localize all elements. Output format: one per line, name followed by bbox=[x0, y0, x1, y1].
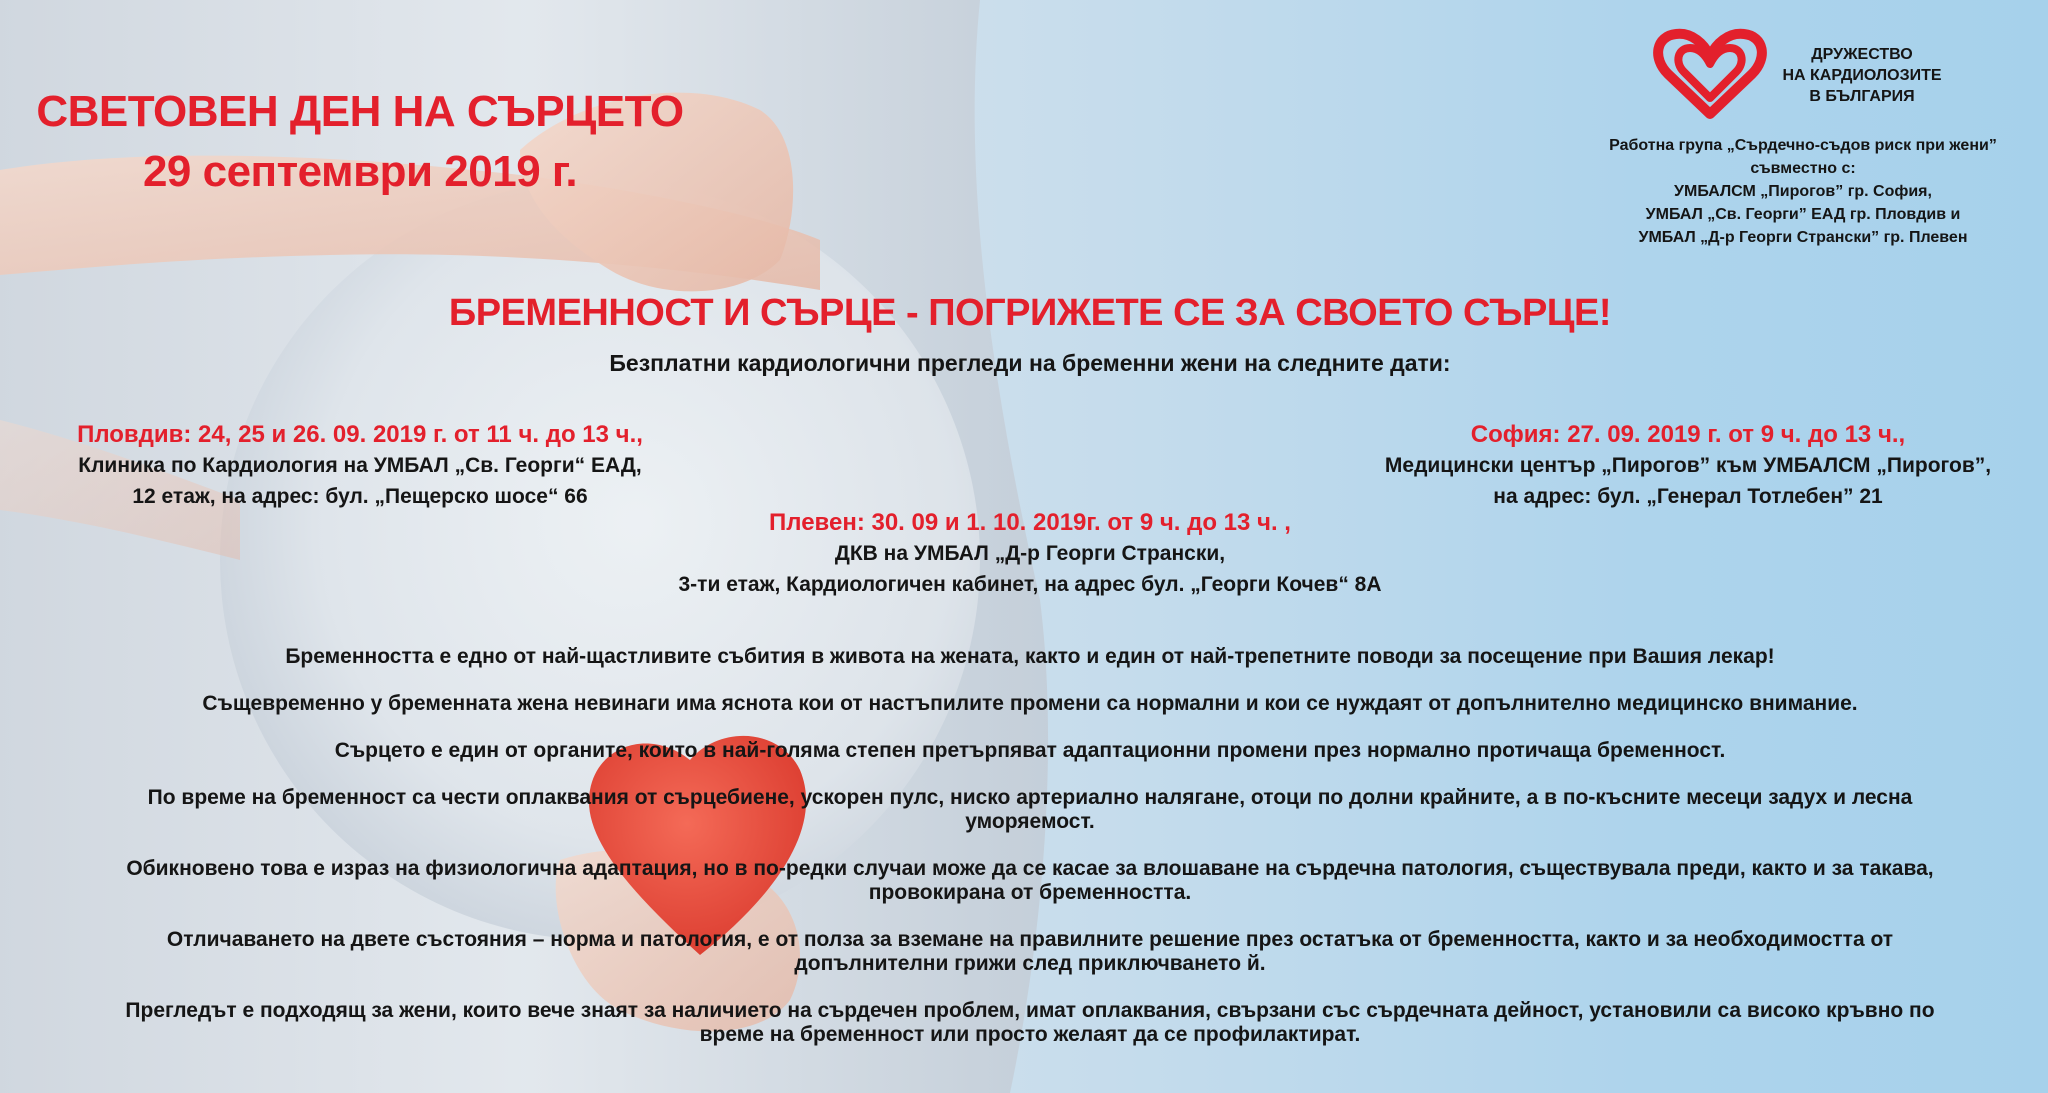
location-line: на адрес: бул. „Генерал Тотлебен” 21 bbox=[1493, 485, 1883, 508]
info-paragraph: Обикновено това е израз на физиологична адаптация, но в по-редки случаи може да се касае за влошаване на сърдечна патология, съществувала преди, както и за такава, провокирана от бременността. bbox=[126, 857, 1934, 904]
campaign-headline: БРЕМЕННОСТ И СЪРЦЕ - ПОГРИЖЕТЕ СЕ ЗА СВОЕТО СЪРЦЕ! bbox=[448, 292, 1612, 334]
location-pleven bbox=[580, 508, 1480, 600]
location-sofia bbox=[1330, 420, 2046, 512]
location-title: Плевен: 30. 09 и 1. 10. 2019г. от 9 ч. до 13 ч. , bbox=[769, 509, 1291, 536]
workgroup-block bbox=[1558, 134, 2048, 249]
event-title bbox=[30, 82, 690, 202]
workgroup-line: Работна група „Сърдечно-съдов риск при жени” bbox=[1609, 137, 1997, 154]
workgroup-line: УМБАЛ „Д-р Георги Странски” гр. Плевен bbox=[1638, 229, 1968, 246]
location-line: ДКВ на УМБАЛ „Д-р Георги Странски, bbox=[834, 542, 1226, 565]
location-line: Клиника по Кардиология на УМБАЛ „Св. Георги“ ЕАД, bbox=[78, 454, 642, 477]
event-title-line1: СВЕТОВЕН ДЕН НА СЪРЦЕТО bbox=[36, 87, 684, 136]
location-line: 3-ти етаж, Кардиологичен кабинет, на адрес бул. „Георги Кочев“ 8А bbox=[678, 573, 1382, 596]
info-paragraph: По време на бременност са чести оплаквания от сърцебиене, ускорен пулс, ниско артериално налягане, отоци по долни крайните, а в по-късните месеци задух и лесна уморяемост. bbox=[147, 786, 1913, 833]
info-paragraph: Прегледът е подходящ за жени, които вече знаят за наличието на сърдечен проблем, имат оплаквания, свързани със сърдечната дейност, установили са високо кръвно по време на бременност или просто желаят да се профилактират. bbox=[125, 999, 1935, 1046]
location-title: София: 27. 09. 2019 г. от 9 ч. до 13 ч., bbox=[1470, 421, 1906, 448]
organization-name-line2: НА КАРДИОЛОЗИТЕ bbox=[1782, 67, 1942, 84]
info-paragraph: Сърцето е един от органите, които в най-голяма степен претърпяват адаптационни промени през нормално протичаща бременност. bbox=[334, 739, 1726, 762]
location-line: Медицински център „Пирогов” към УМБАЛСМ „Пирогов”, bbox=[1384, 454, 1992, 477]
event-date: 29 септември 2019 г. bbox=[142, 147, 578, 196]
organization-name-line3: В БЪЛГАРИЯ bbox=[1809, 88, 1915, 105]
location-title: Пловдив: 24, 25 и 26. 09. 2019 г. от 11 ч. до 13 ч., bbox=[77, 421, 643, 448]
info-text-block bbox=[110, 645, 1950, 1070]
double-heart-logo-icon bbox=[1648, 28, 1772, 124]
location-plovdiv bbox=[20, 420, 700, 512]
organization-name bbox=[1772, 44, 1952, 107]
workgroup-line: УМБАЛСМ „Пирогов” гр. София, bbox=[1674, 183, 1932, 200]
info-paragraph: Отличаването на двете състояния – норма и патология, е от полза за вземане на правилните решение през остатъка от бременността, както и за необходимостта от допълнителни грижи след приключването й. bbox=[166, 928, 1894, 975]
info-paragraph: Бременността е едно от най-щастливите събития в живота на жената, както и един от най-трепетните поводи за посещение при Вашия лекар! bbox=[285, 645, 1775, 668]
location-line: 12 етаж, на адрес: бул. „Пещерско шосе“ 66 bbox=[132, 485, 588, 508]
organization-name-line1: ДРУЖЕСТВО bbox=[1811, 46, 1913, 63]
campaign-subheadline: Безплатни кардиологични прегледи на бременни жени на следните дати: bbox=[609, 350, 1451, 376]
workgroup-line: съвместно с: bbox=[1750, 160, 1856, 177]
info-paragraph: Същевременно у бременната жена невинаги има яснота кои от настъпилите промени са нормални и кои се нуждаят от допълнително медицинско внимание. bbox=[202, 692, 1858, 715]
workgroup-line: УМБАЛ „Св. Георги” ЕАД гр. Пловдив и bbox=[1645, 206, 1961, 223]
